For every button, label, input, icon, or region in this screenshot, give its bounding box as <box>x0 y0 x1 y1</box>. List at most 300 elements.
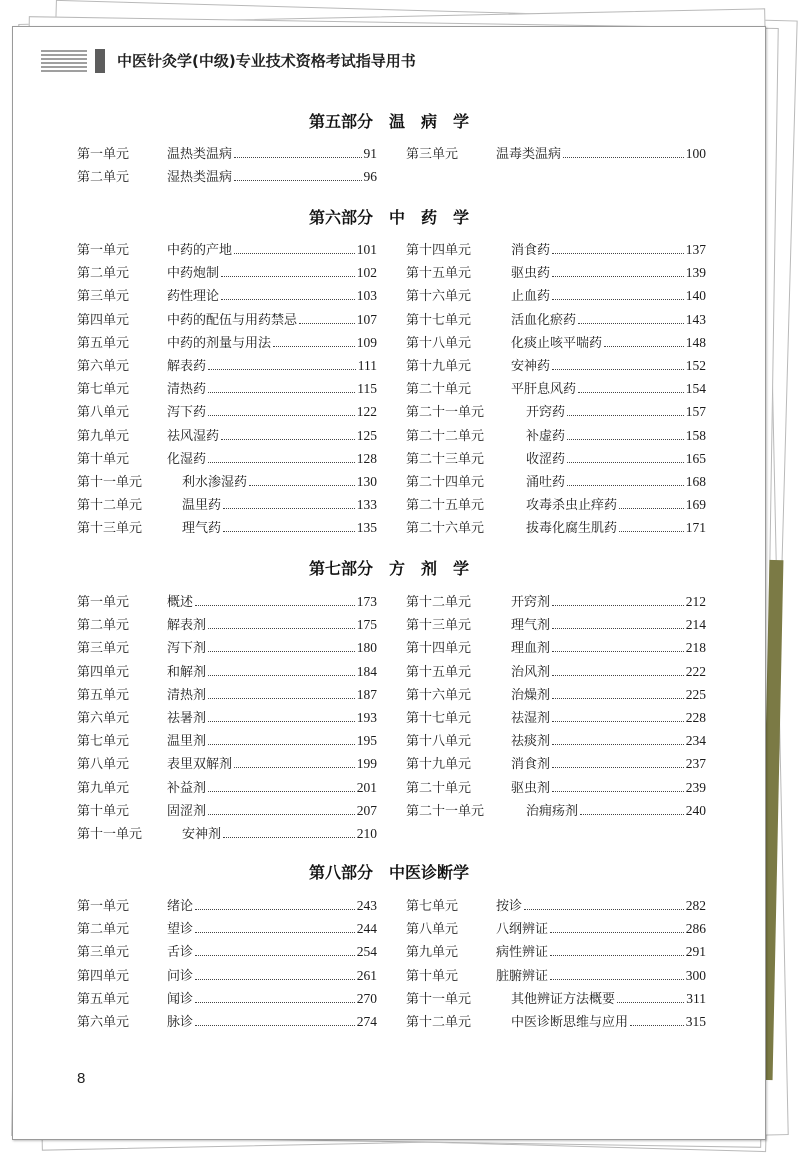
page-number: 8 <box>77 1070 86 1087</box>
toc-topic: 药性理论 <box>167 289 220 305</box>
toc-leader-dots <box>604 346 684 347</box>
toc-leader-dots <box>221 276 355 277</box>
toc-unit-label: 第三单元 <box>77 289 130 305</box>
toc-topic: 脏腑辨证 <box>496 968 549 984</box>
toc-unit-label: 第六单元 <box>77 710 130 726</box>
toc-page-number: 225 <box>685 686 706 702</box>
toc-entry <box>77 238 377 261</box>
toc-topic: 攻毒杀虫止痒药 <box>526 498 618 514</box>
toc-unit-label: 第十一单元 <box>406 991 472 1007</box>
toc-leader-dots <box>552 369 684 370</box>
toc-topic: 理血剂 <box>511 641 551 657</box>
toc-unit-label: 第二单元 <box>77 618 130 634</box>
toc-leader-dots <box>550 955 684 956</box>
toc-page-number: 291 <box>685 944 706 960</box>
toc-entry <box>406 142 706 165</box>
toc-page-number: 169 <box>685 497 706 513</box>
toc-unit-label: 第二十五单元 <box>406 498 485 514</box>
toc-leader-dots <box>249 485 355 486</box>
toc-topic: 驱虫剂 <box>511 780 551 796</box>
toc-unit-label: 第七单元 <box>77 382 130 398</box>
toc-topic: 中药的产地 <box>167 243 233 258</box>
toc-unit-label: 第二十单元 <box>406 780 472 796</box>
toc-unit-label: 第三单元 <box>406 147 459 162</box>
toc-page-number: 107 <box>356 311 377 327</box>
toc-entry <box>77 706 377 729</box>
toc-entry <box>406 683 706 706</box>
toc-left-column-section6 <box>77 238 377 539</box>
toc-page-number: 243 <box>356 898 377 913</box>
toc-leader-dots <box>208 651 355 652</box>
toc-entry <box>406 776 706 799</box>
toc-entry <box>406 424 706 447</box>
toc-topic: 祛痰剂 <box>511 734 551 750</box>
toc-page-number: 140 <box>685 288 706 304</box>
toc-page-number: 234 <box>685 733 706 749</box>
toc-unit-label: 第六单元 <box>77 1014 130 1030</box>
toc-unit-label: 第十一单元 <box>77 474 143 490</box>
toc-page-number: 244 <box>356 921 377 937</box>
toc-page-number: 115 <box>357 381 377 397</box>
toc-unit-label: 第十八单元 <box>406 335 472 351</box>
toc-topic: 绪论 <box>167 899 194 914</box>
toc-page-number: 133 <box>356 497 377 513</box>
toc-leader-dots <box>552 767 684 768</box>
toc-page-number: 228 <box>685 709 706 725</box>
toc-unit-label: 第九单元 <box>77 780 130 796</box>
toc-entry <box>77 940 377 963</box>
section-title-zhenduan: 第八部分 中医诊断学 <box>308 863 469 882</box>
toc-leader-dots <box>552 299 684 300</box>
toc-unit-label: 第十七单元 <box>406 312 472 328</box>
toc-page-number: 210 <box>356 825 377 841</box>
toc-topic: 开窍剂 <box>511 595 551 610</box>
toc-unit-label: 第九单元 <box>406 945 459 961</box>
toc-topic: 安神药 <box>511 358 551 374</box>
toc-page-number: 158 <box>685 427 706 443</box>
toc-leader-dots <box>580 814 684 815</box>
toc-unit-label: 第四单元 <box>77 968 130 984</box>
toc-leader-dots <box>567 415 684 416</box>
toc-page-number: 239 <box>685 779 706 795</box>
toc-topic: 温里剂 <box>167 734 207 750</box>
toc-entry <box>77 636 377 659</box>
toc-unit-label: 第二单元 <box>77 170 130 186</box>
toc-entry <box>406 590 706 613</box>
toc-entry <box>77 752 377 775</box>
toc-leader-dots <box>567 439 684 440</box>
toc-entry <box>406 799 706 822</box>
toc-page-number: 300 <box>685 967 706 983</box>
toc-page-number: 193 <box>356 709 377 725</box>
toc-leader-dots <box>208 814 355 815</box>
toc-unit-label: 第六单元 <box>77 358 130 374</box>
toc-page-number: 261 <box>356 967 377 983</box>
toc-unit-label: 第十单元 <box>77 451 130 467</box>
toc-entry <box>406 636 706 659</box>
toc-page-number: 101 <box>356 242 377 257</box>
toc-unit-label: 第十四单元 <box>406 641 472 657</box>
toc-entry <box>77 987 377 1010</box>
toc-page-number: 139 <box>685 265 706 281</box>
toc-unit-label: 第十八单元 <box>406 734 472 750</box>
toc-unit-label: 第一单元 <box>77 899 130 914</box>
toc-entry <box>77 308 377 331</box>
toc-entry <box>77 424 377 447</box>
toc-topic: 湿热类温病 <box>167 170 233 186</box>
toc-unit-label: 第十九单元 <box>406 358 472 374</box>
toc-leader-dots <box>563 157 684 158</box>
toc-unit-label: 第十一单元 <box>77 826 143 842</box>
toc-unit-label: 第四单元 <box>77 664 130 680</box>
toc-page-number: 201 <box>356 779 377 795</box>
toc-page-number: 171 <box>685 520 706 536</box>
toc-leader-dots <box>552 605 684 606</box>
toc-page-number: 154 <box>685 381 706 397</box>
toc-unit-label: 第五单元 <box>77 335 130 351</box>
header-bar <box>95 49 105 73</box>
toc-leader-dots <box>567 462 684 463</box>
toc-unit-label: 第十六单元 <box>406 687 472 703</box>
toc-entry <box>77 613 377 636</box>
toc-topic: 消食剂 <box>511 757 551 773</box>
toc-entry <box>77 776 377 799</box>
toc-page-number: 222 <box>685 663 706 679</box>
toc-unit-label: 第八单元 <box>406 922 459 938</box>
toc-topic: 温热类温病 <box>167 147 233 162</box>
toc-page-number: 184 <box>356 663 377 679</box>
toc-entry <box>406 377 706 400</box>
toc-entry <box>77 261 377 284</box>
toc-leader-dots <box>208 791 355 792</box>
toc-entry <box>406 308 706 331</box>
toc-topic: 望诊 <box>167 922 194 938</box>
toc-topic: 温毒类温病 <box>496 147 562 162</box>
toc-entry <box>406 752 706 775</box>
toc-unit-label: 第二单元 <box>77 266 130 282</box>
toc-page-number: 180 <box>356 640 377 656</box>
toc-entry <box>77 447 377 470</box>
toc-entry <box>77 1010 377 1033</box>
toc-entry <box>77 729 377 752</box>
toc-entry <box>406 729 706 752</box>
toc-page-number: 195 <box>356 733 377 749</box>
toc-leader-dots <box>552 744 684 745</box>
toc-topic: 清热药 <box>167 382 207 398</box>
toc-leader-dots <box>552 698 684 699</box>
toc-topic: 八纲辨证 <box>496 922 549 938</box>
toc-unit-label: 第十六单元 <box>406 289 472 305</box>
toc-entry <box>406 613 706 636</box>
toc-topic: 化湿药 <box>167 451 207 467</box>
toc-leader-dots <box>195 932 355 933</box>
toc-page-number: 214 <box>685 617 706 633</box>
toc-entry <box>406 447 706 470</box>
toc-page-number: 100 <box>685 146 706 161</box>
toc-topic: 收涩药 <box>526 451 566 467</box>
toc-page-number: 254 <box>356 944 377 960</box>
toc-right-column-section6 <box>406 238 706 539</box>
toc-unit-label: 第十二单元 <box>406 595 472 610</box>
toc-topic: 活血化瘀药 <box>511 312 577 328</box>
toc-topic: 脉诊 <box>167 1014 194 1030</box>
toc-entry <box>406 238 706 261</box>
toc-page-number: 311 <box>686 990 706 1006</box>
toc-leader-dots <box>630 1025 684 1026</box>
toc-page-number: 286 <box>685 921 706 937</box>
toc-page-number: 240 <box>685 802 706 818</box>
toc-topic: 其他辨证方法概要 <box>511 991 616 1007</box>
toc-topic: 化痰止咳平喘药 <box>511 335 603 351</box>
toc-unit-label: 第二十六单元 <box>406 521 485 537</box>
toc-right-column-section5 <box>406 142 706 165</box>
section-title-zhongyao: 第六部分 中 药 学 <box>308 208 469 227</box>
toc-unit-label: 第二十单元 <box>406 382 472 398</box>
toc-leader-dots <box>578 323 684 324</box>
toc-leader-dots <box>195 979 355 980</box>
toc-topic: 温里药 <box>182 498 222 514</box>
toc-leader-dots <box>208 415 355 416</box>
toc-unit-label: 第十单元 <box>77 803 130 819</box>
toc-leader-dots <box>234 253 355 254</box>
toc-entry <box>77 377 377 400</box>
toc-entry <box>406 894 706 917</box>
toc-topic: 治风剂 <box>511 664 551 680</box>
toc-left-column-section7 <box>77 590 377 845</box>
toc-left-column-section8 <box>77 894 377 1033</box>
toc-entry <box>77 894 377 917</box>
toc-leader-dots <box>524 909 684 910</box>
toc-page-number: 103 <box>356 288 377 304</box>
toc-leader-dots <box>552 721 684 722</box>
toc-leader-dots <box>552 276 684 277</box>
toc-topic: 和解剂 <box>167 664 207 680</box>
toc-unit-label: 第九单元 <box>77 428 130 444</box>
toc-leader-dots <box>221 439 355 440</box>
toc-leader-dots <box>208 369 356 370</box>
header-stripes <box>41 50 87 72</box>
toc-topic: 病性辨证 <box>496 945 549 961</box>
toc-unit-label: 第十二单元 <box>77 498 143 514</box>
toc-leader-dots <box>619 508 684 509</box>
toc-leader-dots <box>552 675 684 676</box>
section-title-fangji: 第七部分 方 剂 学 <box>308 559 469 578</box>
toc-unit-label: 第十三单元 <box>406 618 472 634</box>
toc-topic: 表里双解剂 <box>167 757 233 773</box>
toc-topic: 解表药 <box>167 358 207 374</box>
toc-topic: 涌吐药 <box>526 474 566 490</box>
toc-unit-label: 第一单元 <box>77 595 130 610</box>
toc-entry <box>406 917 706 940</box>
toc-leader-dots <box>221 299 355 300</box>
toc-unit-label: 第八单元 <box>77 757 130 773</box>
toc-leader-dots <box>552 628 684 629</box>
toc-leader-dots <box>208 392 355 393</box>
toc-entry <box>406 470 706 493</box>
toc-page-number: 207 <box>356 802 377 818</box>
toc-entry <box>406 354 706 377</box>
toc-entry <box>406 284 706 307</box>
toc-topic: 治燥剂 <box>511 687 551 703</box>
toc-topic: 补虚药 <box>526 428 566 444</box>
toc-unit-label: 第三单元 <box>77 641 130 657</box>
toc-entry <box>406 331 706 354</box>
toc-topic: 解表剂 <box>167 618 207 634</box>
toc-leader-dots <box>552 791 684 792</box>
toc-unit-label: 第七单元 <box>406 899 459 914</box>
toc-unit-label: 第二十一单元 <box>406 803 485 819</box>
toc-unit-label: 第五单元 <box>77 991 130 1007</box>
toc-page-number: 315 <box>685 1013 706 1029</box>
toc-page-number: 282 <box>685 898 706 913</box>
toc-unit-label: 第八单元 <box>77 405 130 421</box>
toc-page-number: 109 <box>356 334 377 350</box>
toc-page-number: 102 <box>356 265 377 281</box>
toc-unit-label: 第十五单元 <box>406 266 472 282</box>
toc-leader-dots <box>550 979 684 980</box>
toc-page-number: 91 <box>363 146 377 161</box>
toc-left-column-section5 <box>77 142 377 188</box>
toc-leader-dots <box>208 628 355 629</box>
toc-page-number: 218 <box>685 640 706 656</box>
toc-page-number: 270 <box>356 990 377 1006</box>
toc-topic: 利水渗湿药 <box>182 474 248 490</box>
toc-leader-dots <box>552 651 684 652</box>
toc-topic: 理气药 <box>182 521 222 537</box>
toc-unit-label: 第五单元 <box>77 687 130 703</box>
toc-leader-dots <box>578 392 684 393</box>
toc-entry <box>77 142 377 165</box>
toc-topic: 泻下药 <box>167 405 207 421</box>
toc-entry <box>406 940 706 963</box>
toc-unit-label: 第二单元 <box>77 922 130 938</box>
toc-leader-dots <box>223 531 355 532</box>
toc-leader-dots <box>567 485 684 486</box>
toc-entry <box>77 470 377 493</box>
toc-topic: 泻下剂 <box>167 641 207 657</box>
toc-leader-dots <box>234 767 355 768</box>
toc-unit-label: 第二十三单元 <box>406 451 485 467</box>
toc-page-number: 165 <box>685 450 706 466</box>
toc-leader-dots <box>208 721 355 722</box>
toc-topic: 概述 <box>167 595 194 610</box>
toc-topic: 中医诊断思维与应用 <box>511 1014 629 1030</box>
toc-topic: 开窍药 <box>526 405 566 421</box>
document-page <box>12 26 766 1140</box>
toc-entry <box>406 964 706 987</box>
toc-topic: 按诊 <box>496 899 523 914</box>
toc-leader-dots <box>208 675 355 676</box>
toc-entry <box>77 400 377 423</box>
toc-leader-dots <box>552 253 684 254</box>
toc-unit-label: 第十五单元 <box>406 664 472 680</box>
toc-unit-label: 第十四单元 <box>406 243 472 258</box>
toc-topic: 舌诊 <box>167 945 194 961</box>
toc-unit-label: 第二十二单元 <box>406 428 485 444</box>
toc-unit-label: 第一单元 <box>77 243 130 258</box>
toc-leader-dots <box>208 462 355 463</box>
toc-unit-label: 第二十四单元 <box>406 474 485 490</box>
toc-entry <box>406 660 706 683</box>
toc-entry <box>406 706 706 729</box>
running-header <box>25 47 765 75</box>
toc-entry <box>406 261 706 284</box>
toc-leader-dots <box>234 157 361 158</box>
toc-page-number: 152 <box>685 357 706 373</box>
toc-topic: 安神剂 <box>182 826 222 842</box>
toc-page-number: 212 <box>685 594 706 609</box>
toc-page-number: 128 <box>356 450 377 466</box>
toc-unit-label: 第十九单元 <box>406 757 472 773</box>
toc-entry <box>77 683 377 706</box>
toc-entry <box>77 822 377 845</box>
toc-entry <box>77 590 377 613</box>
toc-topic: 祛暑剂 <box>167 710 207 726</box>
toc-topic: 平肝息风药 <box>511 382 577 398</box>
toc-right-column-section8 <box>406 894 706 1033</box>
toc-page-number: 143 <box>685 311 706 327</box>
toc-unit-label: 第四单元 <box>77 312 130 328</box>
toc-page-number: 130 <box>356 473 377 489</box>
toc-entry <box>77 493 377 516</box>
section-title-wenbing: 第五部分 温 病 学 <box>308 112 469 131</box>
toc-topic: 中药的配伍与用药禁忌 <box>167 312 298 328</box>
toc-leader-dots <box>195 1025 355 1026</box>
toc-unit-label: 第十三单元 <box>77 521 143 537</box>
toc-entry <box>406 1010 706 1033</box>
toc-leader-dots <box>195 1002 355 1003</box>
toc-page-number: 175 <box>356 617 377 633</box>
toc-page-number: 96 <box>363 169 377 185</box>
toc-topic: 清热剂 <box>167 687 207 703</box>
toc-leader-dots <box>208 698 355 699</box>
toc-unit-label: 第十单元 <box>406 968 459 984</box>
toc-topic: 问诊 <box>167 968 194 984</box>
toc-page-number: 199 <box>356 756 377 772</box>
toc-topic: 消食药 <box>511 243 551 258</box>
toc-leader-dots <box>234 180 361 181</box>
toc-unit-label: 第一单元 <box>77 147 130 162</box>
toc-leader-dots <box>223 837 355 838</box>
toc-topic: 驱虫药 <box>511 266 551 282</box>
toc-entry <box>77 660 377 683</box>
toc-topic: 祛湿剂 <box>511 710 551 726</box>
toc-page-number: 137 <box>685 242 706 257</box>
header-title: 中医针灸学(中级)专业技术资格考试指导用书 <box>117 52 416 70</box>
toc-leader-dots <box>195 955 355 956</box>
toc-topic: 理气剂 <box>511 618 551 634</box>
toc-leader-dots <box>223 508 355 509</box>
toc-unit-label: 第十二单元 <box>406 1014 472 1030</box>
toc-entry <box>77 354 377 377</box>
toc-leader-dots <box>208 744 355 745</box>
toc-unit-label: 第二十一单元 <box>406 405 485 421</box>
toc-page-number: 157 <box>685 404 706 420</box>
toc-entry <box>77 331 377 354</box>
toc-unit-label: 第七单元 <box>77 734 130 750</box>
toc-leader-dots <box>273 346 355 347</box>
toc-page-number: 168 <box>685 473 706 489</box>
toc-page-number: 274 <box>356 1013 377 1029</box>
toc-page-number: 135 <box>356 520 377 536</box>
toc-page-number: 148 <box>685 334 706 350</box>
toc-topic: 中药炮制 <box>167 266 220 282</box>
toc-page-number: 237 <box>685 756 706 772</box>
toc-topic: 拔毒化腐生肌药 <box>526 521 618 537</box>
toc-page-number: 111 <box>357 357 377 373</box>
toc-entry <box>77 917 377 940</box>
toc-page-number: 125 <box>356 427 377 443</box>
